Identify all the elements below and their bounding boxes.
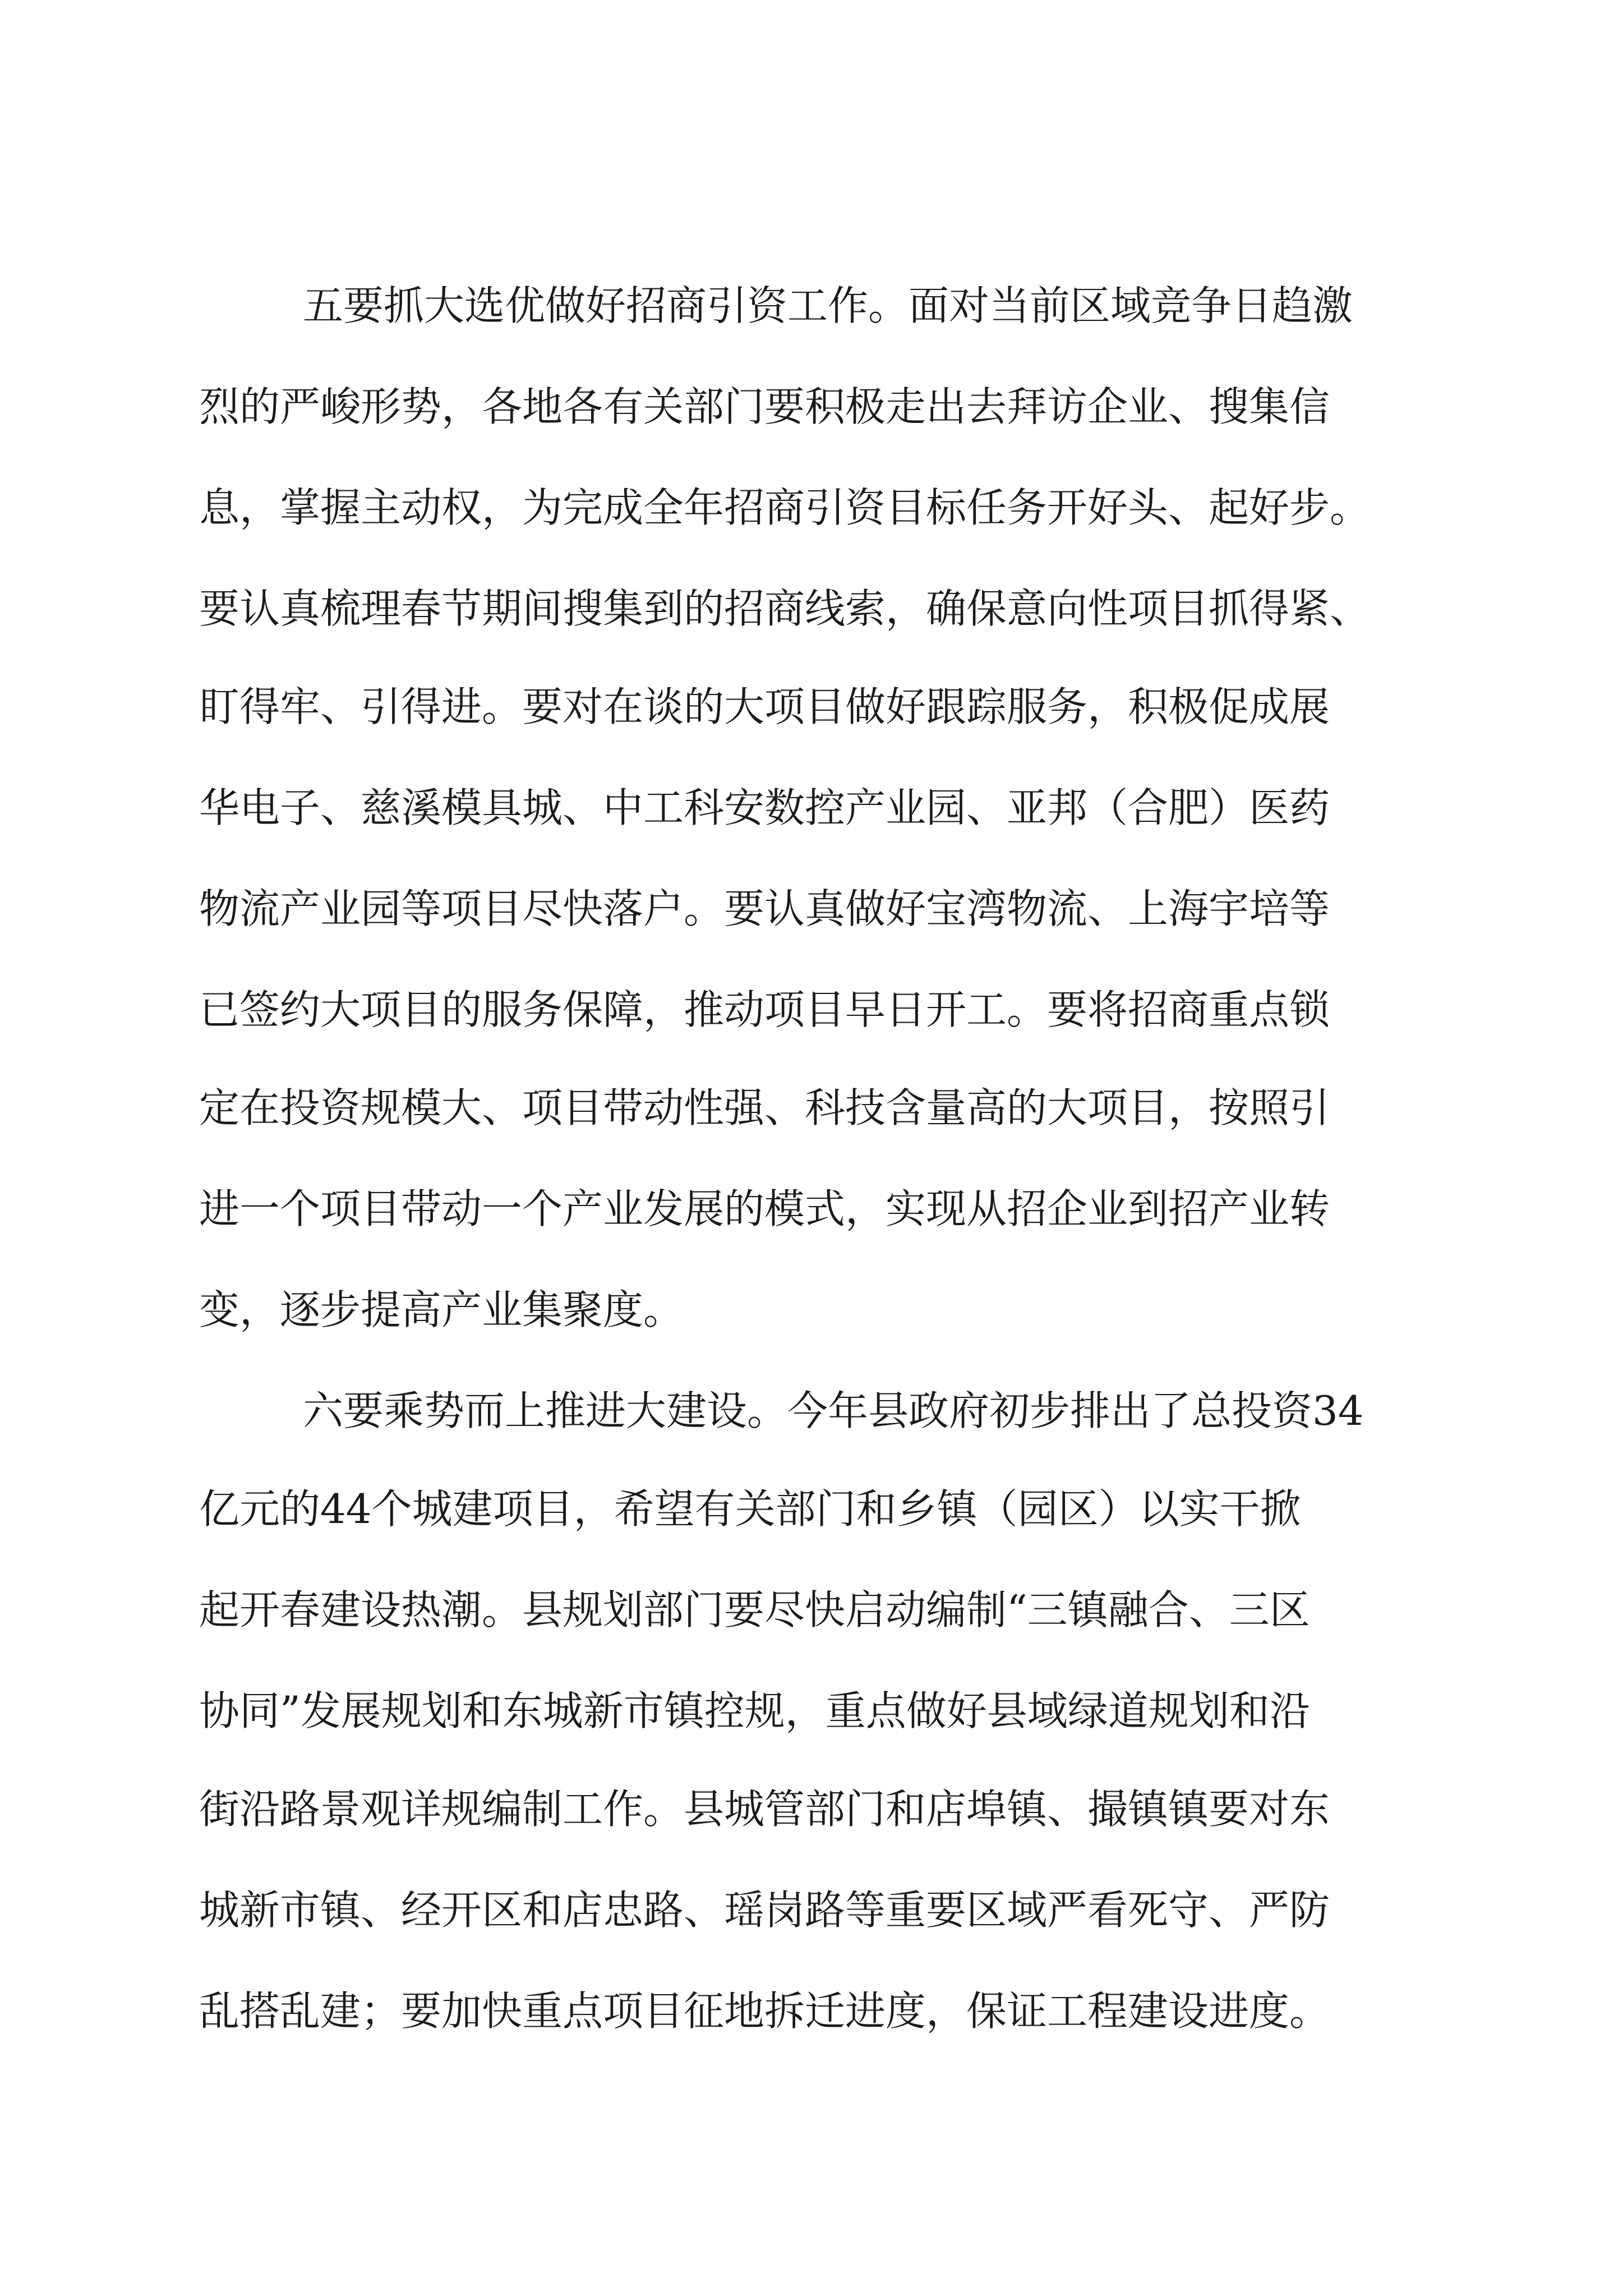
paragraph-5-line-3: 息，掌握主动权，为完成全年招商引资目标任务开好头、起好步。	[199, 484, 1371, 531]
paragraph-5-line-8: 已签约大项目的服务保障，推动项目早日开工。要将招商重点锁	[199, 986, 1330, 1033]
paragraph-5-line-10: 进一个项目带动一个产业发展的模式，实现从招企业到招产业转	[199, 1185, 1330, 1232]
paragraph-5-line-11: 变，逐步提高产业集聚度。	[199, 1286, 684, 1333]
paragraph-6-line-3: 起开春建设热潮。县规划部门要尽快启动编制“三镇融合、三区	[199, 1586, 1310, 1634]
paragraph-6-line-2: 亿元的44个城建项目，希望有关部门和乡镇（园区）以实干掀	[199, 1485, 1301, 1533]
paragraph-5-line-5: 盯得牢、引得进。要对在谈的大项目做好跟踪服务，积极促成展	[199, 683, 1330, 730]
paragraph-6-line-5: 街沿路景观详规编制工作。县城管部门和店埠镇、撮镇镇要对东	[199, 1786, 1330, 1833]
paragraph-5-line-7: 物流产业园等项目尽快落户。要认真做好宝湾物流、上海宇培等	[199, 885, 1330, 932]
paragraph-6-line-4: 协同”发展规划和东城新市镇控规，重点做好县域绿道规划和沿	[199, 1687, 1310, 1734]
paragraph-5-line-2: 烈的严峻形势，各地各有关部门要积极走出去拜访企业、搜集信	[199, 383, 1330, 430]
paragraph-6-line-7: 乱搭乱建；要加快重点项目征地拆迁进度，保证工程建设进度。	[199, 1987, 1330, 2035]
paragraph-5-line-9: 定在投资规模大、项目带动性强、科技含量高的大项目，按照引	[199, 1084, 1330, 1131]
paragraph-6-line-1: 六要乘势而上推进大建设。今年县政府初步排出了总投资34	[303, 1387, 1364, 1434]
paragraph-5-line-6: 华电子、慈溪模具城、中工科安数控产业园、亚邦（合肥）医药	[199, 784, 1330, 831]
paragraph-5-line-4: 要认真梳理春节期间搜集到的招商线索，确保意向性项目抓得紧、	[199, 585, 1371, 632]
paragraph-5-line-1: 五要抓大选优做好招商引资工作。面对当前区域竞争日趋激	[303, 282, 1353, 329]
paragraph-6-line-6: 城新市镇、经开区和店忠路、瑶岗路等重要区域严看死守、严防	[199, 1887, 1330, 1934]
